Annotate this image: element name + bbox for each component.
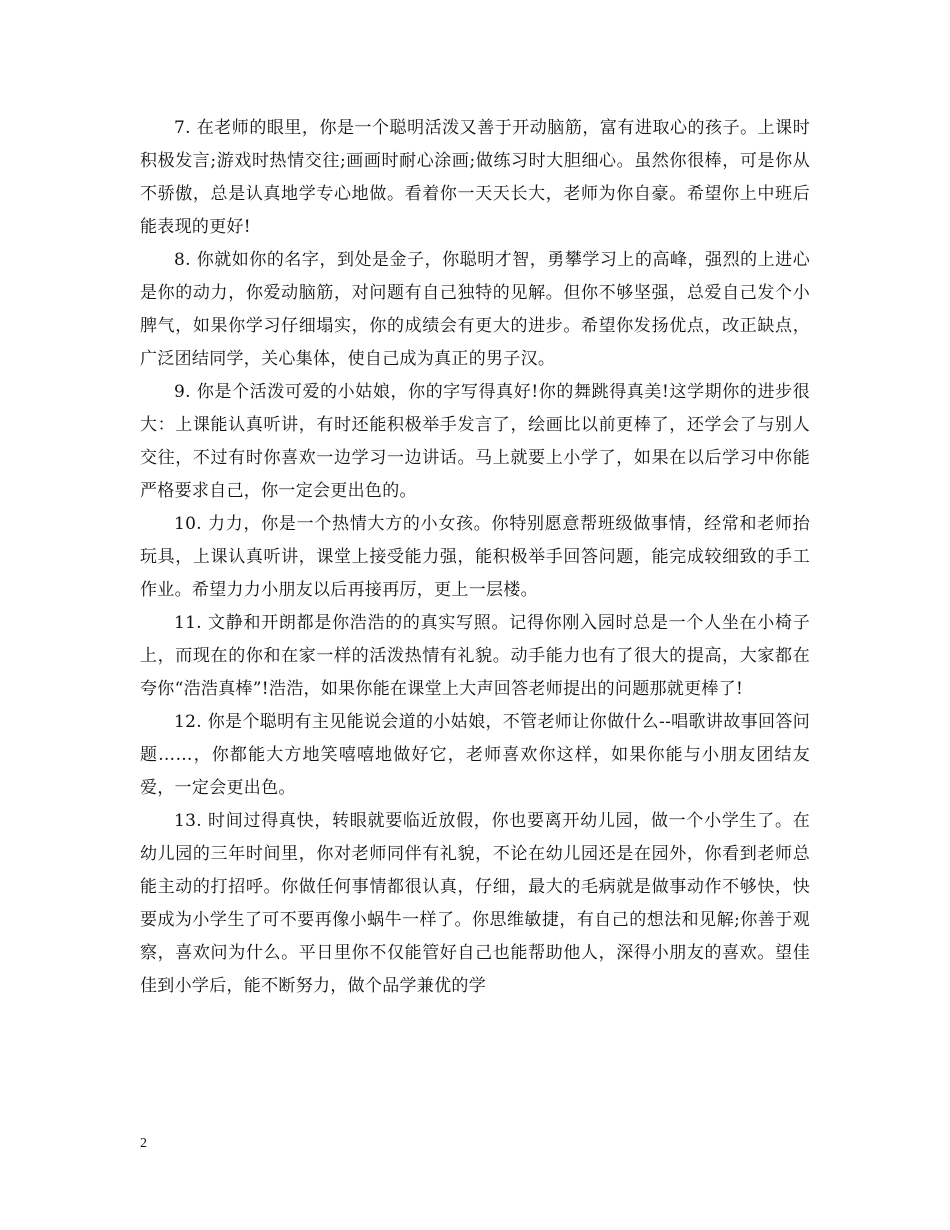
document-body [140, 112, 810, 1003]
paragraph-8: 8. 你就如你的名字，到处是金子，你聪明才智，勇攀学习上的高峰，强烈的上进心是你的动力，你爱动脑筋，对问题有自己独特的见解。但你不够坚强，总爱自己发个小脾气，如果你学习仔细塌实，你的成绩会有更大的进步。希望你发扬优点，改正缺点，广泛团结同学，关心集体，使自己成为真正的男子汉。 [140, 250, 810, 369]
paragraph-12: 12. 你是个聪明有主见能说会道的小姑娘，不管老师让你做什么--唱歌讲故事回答问题……，你都能大方地笑嘻嘻地做好它，老师喜欢你这样，如果你能与小朋友团结友爱，一定会更出色。 [140, 712, 810, 798]
paragraph-7: 7. 在老师的眼里，你是一个聪明活泼又善于开动脑筋，富有进取心的孩子。上课时积极发言;游戏时热情交往;画画时耐心涂画;做练习时大胆细心。虽然你很棒，可是你从不骄傲，总是认真地学专心地做。看着你一天天长大，老师为你自豪。希望你上中班后能表现的更好! [140, 118, 810, 237]
paragraph-10: 10. 力力，你是一个热情大方的小女孩。你特别愿意帮班级做事情，经常和老师抬玩具，上课认真听讲，课堂上接受能力强，能积极举手回答问题，能完成较细致的手工作业。希望力力小朋友以后再接再厉，更上一层楼。 [140, 514, 810, 600]
page-number: 2 [140, 1136, 147, 1151]
paragraph-13: 13. 时间过得真快，转眼就要临近放假，你也要离开幼儿园，做一个小学生了。在幼儿园的三年时间里，你对老师同伴有礼貌，不论在幼儿园还是在园外，你看到老师总能主动的打招呼。你做任何事情都很认真，仔细，最大的毛病就是做事动作不够快，快要成为小学生了可不要再像小蜗牛一样了。你思维敏捷，有自己的想法和见解;你善于观察，喜欢问为什么。平日里你不仅能管好自己也能帮助他人，深得小朋友的喜欢。望佳佳到小学后，能不断努力，做个品学兼优的学 [140, 811, 810, 996]
paragraph-9: 9. 你是个活泼可爱的小姑娘，你的字写得真好!你的舞跳得真美!这学期你的进步很大：上课能认真听讲，有时还能积极举手发言了，绘画比以前更棒了，还学会了与别人交往，不过有时你喜欢一边学习一边讲话。马上就要上小学了，如果在以后学习中你能严格要求自己，你一定会更出色的。 [140, 382, 810, 501]
paragraph-11: 11. 文静和开朗都是你浩浩的的真实写照。记得你刚入园时总是一个人坐在小椅子上，而现在的你和在家一样的活泼热情有礼貌。动手能力也有了很大的提高，大家都在夸你“浩浩真棒”!浩浩，如果你能在课堂上大声回答老师提出的问题那就更棒了! [140, 613, 810, 699]
